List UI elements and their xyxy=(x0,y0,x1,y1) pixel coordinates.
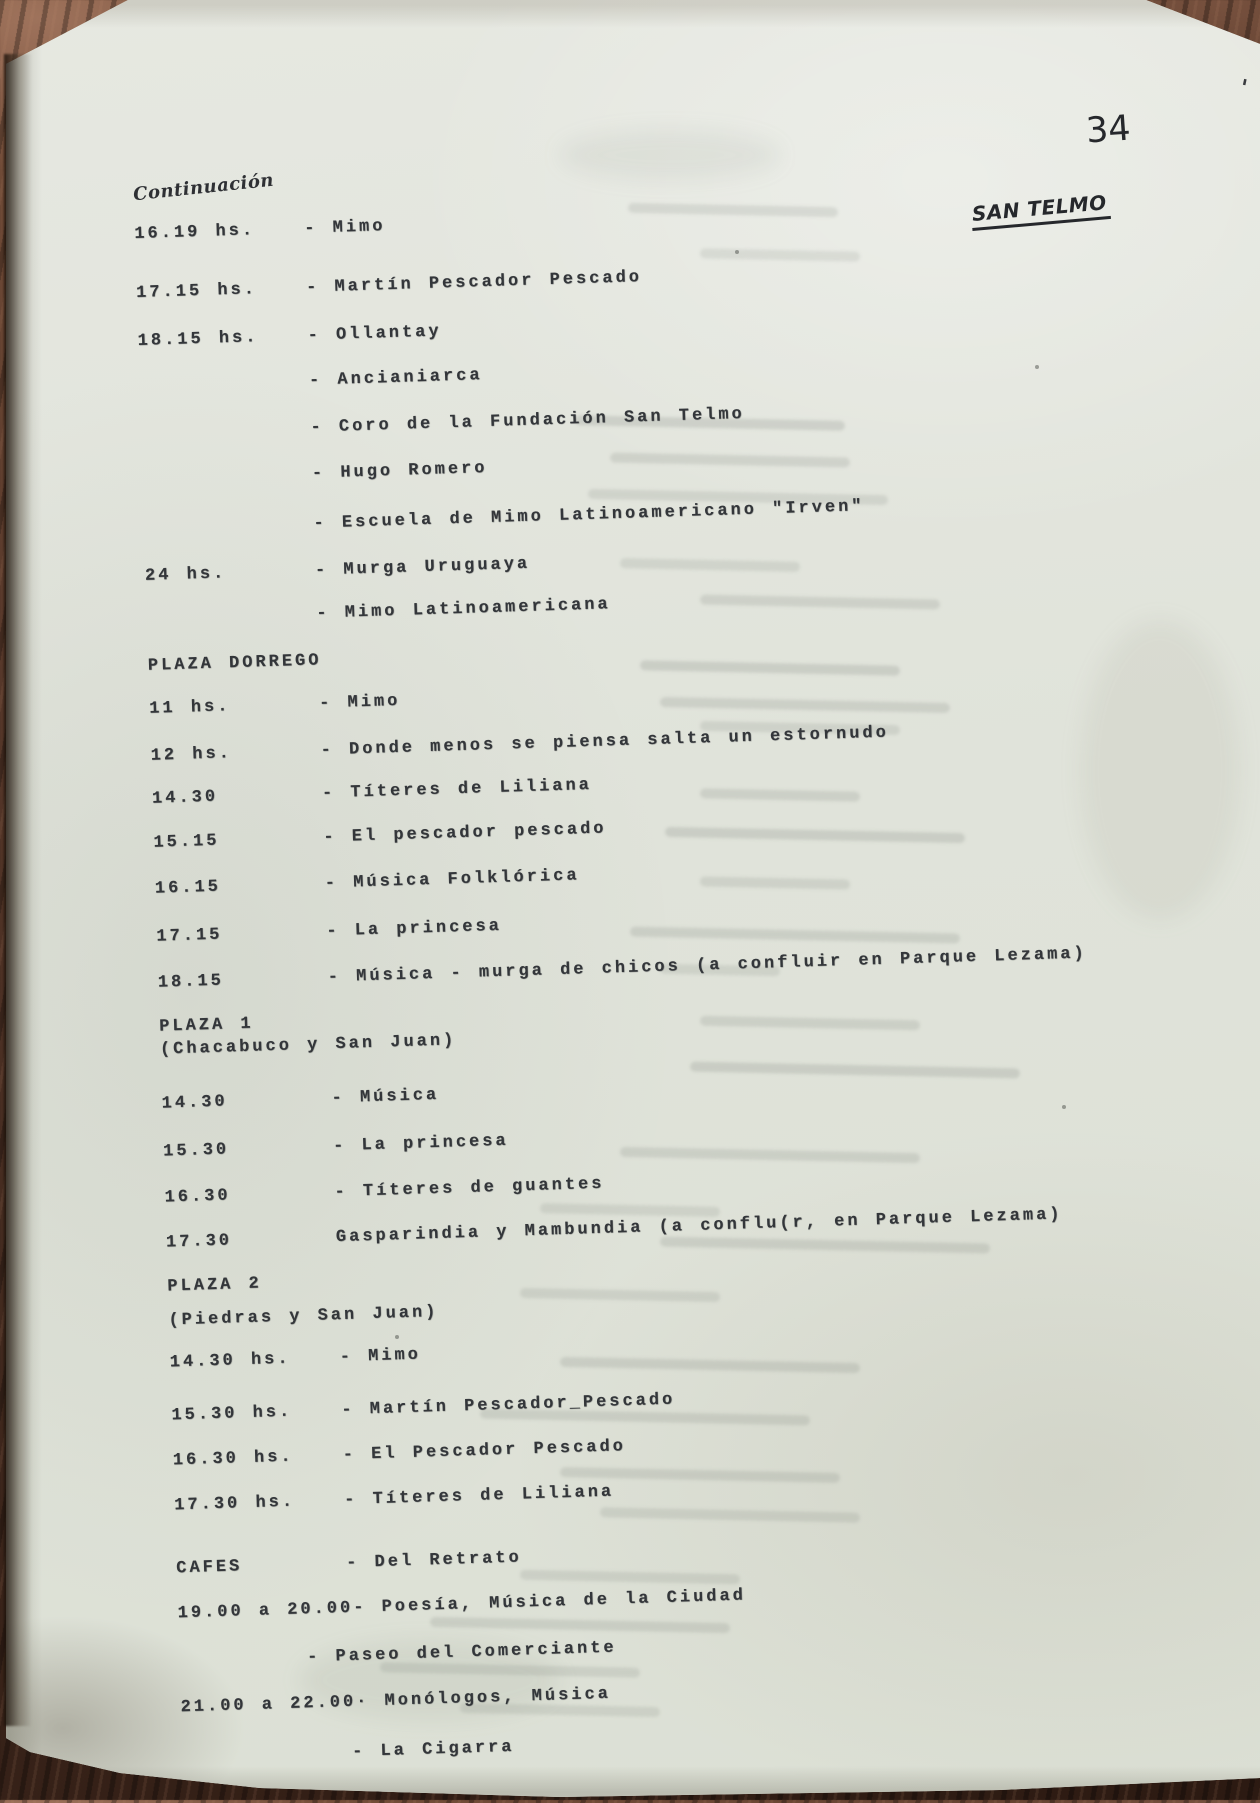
time-cell: 16.30 xyxy=(164,1186,231,1208)
section-title: SAN TELMO xyxy=(970,190,1111,231)
time-cell: 15.30 hs. xyxy=(171,1402,293,1426)
schedule-row xyxy=(153,818,607,854)
time-cell: 16.19 hs. xyxy=(134,221,256,244)
section-heading: PLAZA 1 xyxy=(158,1014,254,1037)
event-cell: - Ancianiarca xyxy=(308,366,483,391)
event-cell: - Mimo xyxy=(303,217,386,239)
pen-mark: ' xyxy=(1237,75,1250,102)
time-cell: CAFES xyxy=(175,1557,243,1579)
schedule-row xyxy=(143,496,865,541)
event-cell: - Música Folklórica xyxy=(324,866,580,894)
event-cell: - Escuela de Mimo Latinoamericano "Irven" xyxy=(313,497,865,534)
event-cell: - Títeres de Liliana xyxy=(343,1482,615,1511)
page-edge-shadow xyxy=(4,54,32,1726)
event-cell: Gasparindia y Mambundia (a conflu(r, en Parque Lezama) xyxy=(335,1205,1063,1248)
time-cell: 15.30 xyxy=(162,1140,230,1162)
time-cell: 18.15 xyxy=(157,971,225,993)
time-cell: 14.30 hs. xyxy=(169,1349,291,1373)
paper-speck xyxy=(1035,365,1039,369)
event-cell: - Títeres de Liliana xyxy=(321,775,593,804)
time-cell xyxy=(142,464,313,491)
event-cell: · Monólogos, Música xyxy=(355,1684,612,1712)
schedule-row xyxy=(140,404,745,445)
event-cell: - Martín Pescador Pescado xyxy=(305,268,643,298)
time-cell: 18.15 hs. xyxy=(137,328,259,351)
schedule-row xyxy=(136,267,642,305)
time-cell: 12 hs. xyxy=(150,744,233,766)
schedule-row xyxy=(137,321,442,353)
time-cell: 15.15 xyxy=(153,831,220,853)
schedule-row xyxy=(182,1737,515,1769)
event-cell: - Martín Pescador_Pescado xyxy=(341,1390,676,1421)
schedule-row xyxy=(142,458,488,491)
paper-speck xyxy=(395,1335,399,1339)
event-cell: - Mimo Latinoamericana xyxy=(316,595,611,624)
schedule-row xyxy=(146,594,611,631)
time-cell xyxy=(140,418,311,445)
time-cell xyxy=(139,371,310,398)
event-cell: - Títeres de guantes xyxy=(334,1174,605,1203)
schedule-row xyxy=(152,775,593,811)
schedule-row xyxy=(150,723,889,768)
time-cell: 17.15 hs. xyxy=(135,280,258,303)
event-cell: - La princesa xyxy=(332,1131,509,1157)
event-cell: - Donde menos se piensa salta un estornudo xyxy=(320,723,890,761)
event-cell: - Música - murga de chicos (a confluir en Parque Lezama) xyxy=(327,944,1087,988)
event-cell: - Música xyxy=(331,1085,440,1109)
time-cell: 16.15 xyxy=(154,877,222,899)
section-heading: PLAZA DORREGO xyxy=(147,651,322,676)
time-cell: 11 hs. xyxy=(148,697,231,719)
schedule-row xyxy=(163,1131,509,1164)
time-cell: 17.30 hs. xyxy=(173,1492,296,1516)
schedule-row xyxy=(156,916,502,949)
paper-speck xyxy=(1062,1105,1066,1109)
event-cell: - Mimo xyxy=(318,691,401,714)
event-cell: - Murga Uruguaya xyxy=(314,554,531,581)
time-cell: 16.30 hs. xyxy=(172,1447,294,1471)
schedule-row xyxy=(145,554,531,588)
schedule-row xyxy=(177,1585,746,1625)
schedule-list xyxy=(134,191,1243,1803)
section-subheading: (Piedras y San Juan) xyxy=(168,1302,439,1331)
time-cell: 17.15 xyxy=(156,925,223,947)
schedule-row xyxy=(176,1547,522,1580)
event-cell: - El pescador pescado xyxy=(323,819,607,848)
section-subheading: (Chacabuco y San Juan) xyxy=(159,1031,457,1060)
time-cell: 14.30 xyxy=(151,787,219,809)
schedule-row xyxy=(174,1482,615,1518)
event-cell: - Hugo Romero xyxy=(311,459,488,484)
schedule-row xyxy=(169,1345,421,1375)
paper-blotch xyxy=(560,130,780,180)
schedule-row xyxy=(139,365,483,398)
page-number: 34 xyxy=(1084,108,1132,152)
event-cell: - La Cigarra xyxy=(351,1737,515,1762)
schedule-row xyxy=(164,1174,605,1210)
event-cell: - Poesía, Música de la Ciudad xyxy=(352,1586,747,1618)
section-heading: PLAZA 2 xyxy=(167,1274,263,1297)
schedule-row xyxy=(173,1436,627,1472)
time-cell: 19.00 a 20.00 xyxy=(177,1598,354,1624)
schedule-row: - Paseo del Comerciante xyxy=(306,1638,617,1668)
event-cell: - Ollantay xyxy=(307,322,442,346)
time-cell xyxy=(182,1742,353,1769)
time-cell: 14.30 xyxy=(161,1092,228,1114)
time-cell: 21.00 a 22.00 xyxy=(180,1692,357,1718)
event-cell: - Mimo xyxy=(339,1345,422,1368)
schedule-row xyxy=(149,691,401,721)
schedule-row xyxy=(166,1204,1063,1254)
time-cell: 24 hs. xyxy=(144,564,227,586)
event-cell: - El Pescador Pescado xyxy=(342,1437,627,1466)
time-cell xyxy=(146,603,317,630)
schedule-row xyxy=(155,865,580,900)
schedule-row xyxy=(158,943,1088,994)
schedule-row xyxy=(171,1390,675,1428)
schedule-row xyxy=(161,1085,439,1116)
event-cell: - Del Retrato xyxy=(345,1548,523,1573)
time-cell xyxy=(143,514,314,541)
continuation-note: Continuación xyxy=(132,169,275,206)
event-cell: - La princesa xyxy=(326,916,503,942)
schedule-row xyxy=(180,1684,611,1720)
time-cell: 17.30 xyxy=(165,1231,233,1253)
paper-speck xyxy=(735,250,739,254)
event-cell: - Coro de la Fundación San Telmo xyxy=(310,404,746,438)
